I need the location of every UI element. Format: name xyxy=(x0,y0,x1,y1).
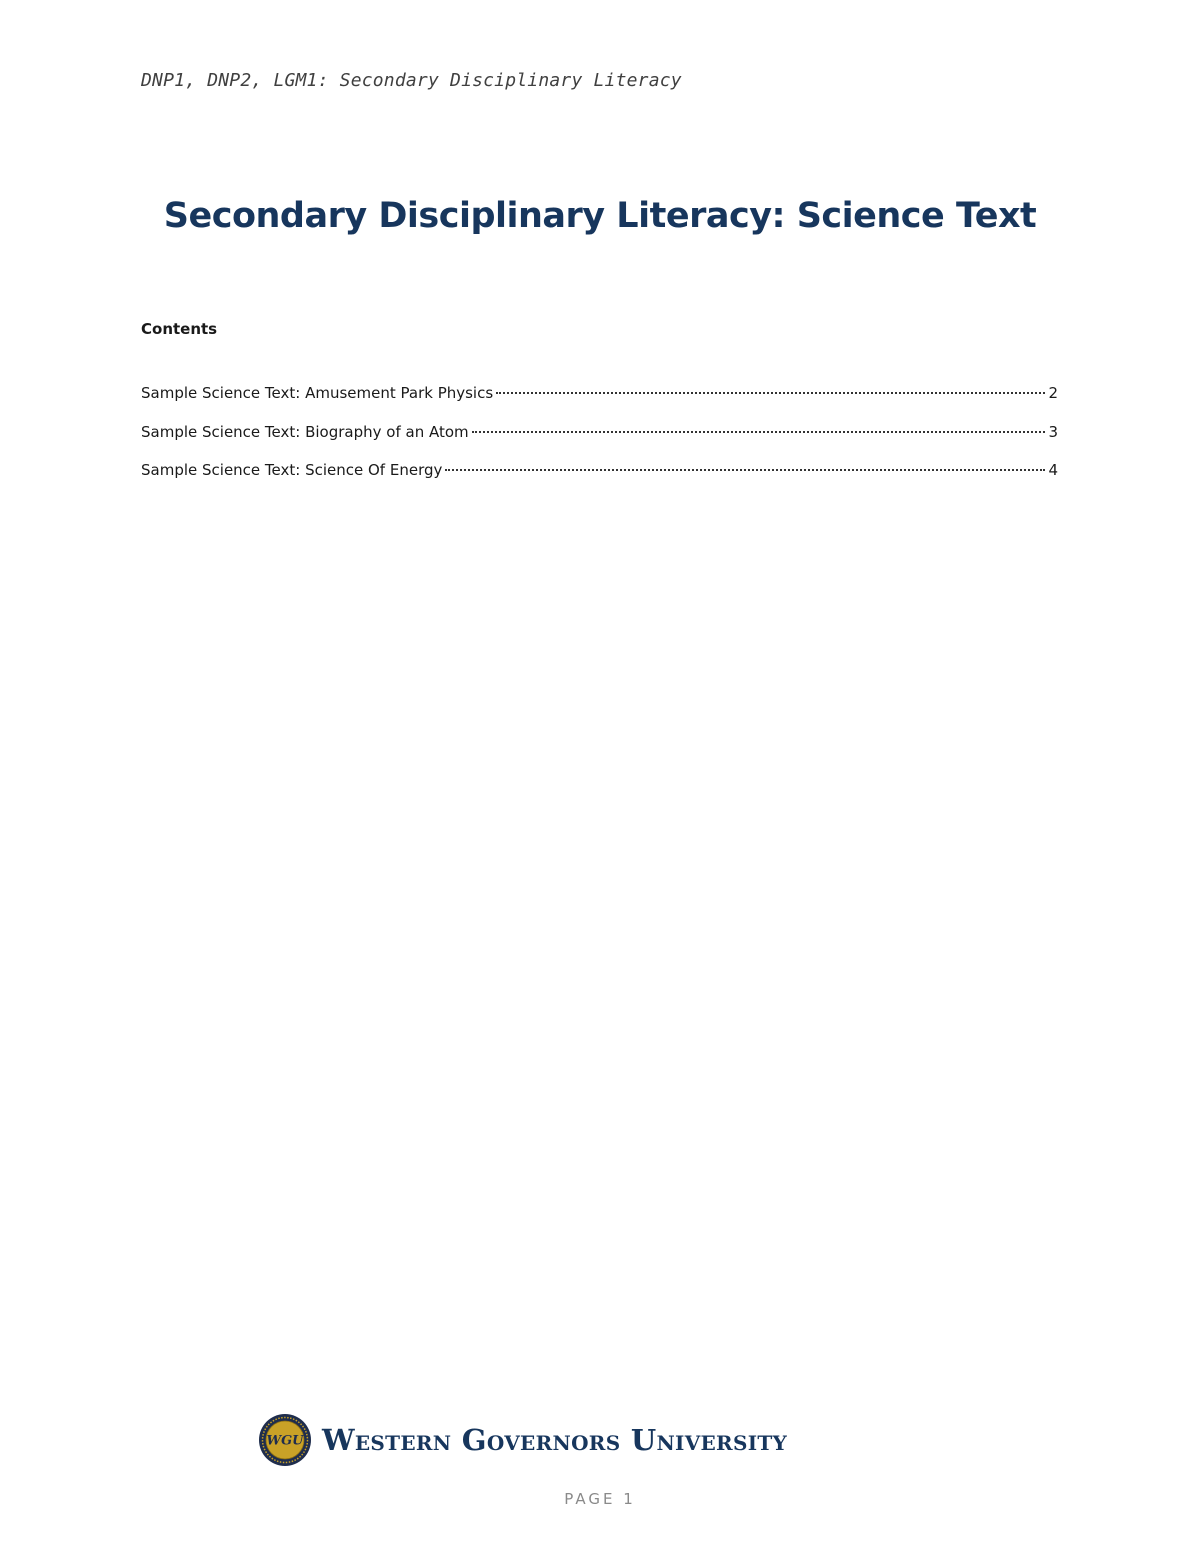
toc-entry-science-of-energy[interactable] xyxy=(141,461,1058,500)
running-header: DNP1, DNP2, LGM1: Secondary Disciplinary Literacy xyxy=(141,70,682,91)
toc-entry-amusement-park-physics[interactable] xyxy=(141,384,1058,423)
toc-dot-leader xyxy=(496,392,1045,394)
toc-page-number: 2 xyxy=(1048,384,1058,402)
document-title: Secondary Disciplinary Literacy: Science Text xyxy=(163,196,1037,236)
university-logo xyxy=(258,1412,787,1468)
toc-dot-leader xyxy=(445,469,1045,471)
toc-page-number: 3 xyxy=(1048,422,1058,441)
university-wordmark: Western Governors University xyxy=(322,1423,788,1457)
seal-monogram: WGU xyxy=(266,1433,304,1449)
toc-entry-title: Sample Science Text: Amusement Park Physics xyxy=(141,384,494,402)
toc-entry-title: Sample Science Text: Science Of Energy xyxy=(141,461,443,479)
page-number: PAGE 1 xyxy=(564,1490,636,1508)
toc-entry-title: Sample Science Text: Biography of an Atom xyxy=(141,422,469,441)
contents-heading: Contents xyxy=(141,320,218,338)
table-of-contents xyxy=(141,384,1058,500)
toc-entry-biography-of-an-atom[interactable] xyxy=(141,423,1058,462)
university-seal-icon xyxy=(258,1413,312,1467)
toc-page-number: 4 xyxy=(1048,461,1058,479)
toc-dot-leader xyxy=(472,431,1046,433)
